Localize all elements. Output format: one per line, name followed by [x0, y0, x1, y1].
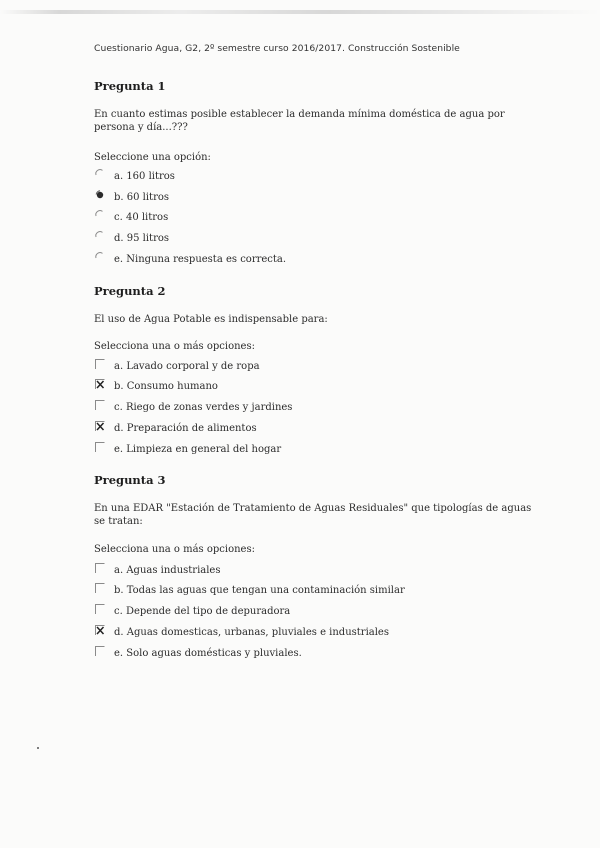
question-1-option-c[interactable]	[94, 212, 534, 228]
radio-button[interactable]	[94, 186, 106, 198]
scan-speck	[37, 747, 39, 749]
radio-button[interactable]	[94, 165, 106, 177]
checkbox-icon	[94, 358, 106, 370]
option-label: e. Solo aguas domésticas y pluviales.	[114, 648, 302, 659]
radio-button[interactable]	[94, 248, 106, 260]
option-label: a. Lavado corporal y de ropa	[114, 361, 260, 372]
checkbox[interactable]	[94, 559, 106, 571]
question-3-option-c[interactable]	[94, 606, 534, 622]
question-2-option-c[interactable]	[94, 402, 534, 418]
radio-icon	[94, 168, 106, 180]
question-3-title: Pregunta 3	[94, 473, 166, 487]
checkbox[interactable]	[94, 417, 106, 429]
question-1-instruction: Seleccione una opción:	[94, 152, 211, 163]
radio-icon	[94, 189, 106, 201]
option-label: b. Consumo humano	[114, 381, 218, 392]
question-2-option-b[interactable]	[94, 381, 534, 397]
question-1-option-b[interactable]	[94, 192, 534, 208]
checkbox[interactable]	[94, 375, 106, 387]
question-3-instruction: Selecciona una o más opciones:	[94, 544, 255, 555]
option-label: d. Aguas domesticas, urbanas, pluviales e industriales	[114, 627, 389, 638]
option-label: c. 40 litros	[114, 212, 169, 223]
checkbox-icon	[94, 645, 106, 657]
option-label: d. Preparación de alimentos	[114, 423, 257, 434]
question-3-option-a[interactable]	[94, 565, 534, 581]
question-3-option-d[interactable]	[94, 627, 534, 643]
question-3-option-b[interactable]	[94, 585, 534, 601]
option-label: a. Aguas industriales	[114, 565, 221, 576]
question-1-title: Pregunta 1	[94, 79, 166, 93]
question-2-option-e[interactable]	[94, 444, 534, 460]
checkbox[interactable]	[94, 600, 106, 612]
option-label: d. 95 litros	[114, 233, 170, 244]
question-2-title: Pregunta 2	[94, 284, 166, 298]
question-2-option-a[interactable]	[94, 361, 534, 377]
checkbox[interactable]	[94, 642, 106, 654]
question-2-instruction: Selecciona una o más opciones:	[94, 341, 255, 352]
checkbox[interactable]	[94, 621, 106, 633]
radio-button[interactable]	[94, 227, 106, 239]
radio-icon	[94, 251, 106, 263]
question-2-text: El uso de Agua Potable es indispensable para:	[94, 314, 328, 325]
checkbox-icon	[94, 420, 106, 432]
question-3-text: En una EDAR "Estación de Tratamiento de Aguas Residuales" que tipologías de aguas se tratan:	[94, 503, 532, 527]
question-1-text: En cuanto estimas posible establecer la demanda mínima doméstica de agua por persona y día...???	[94, 109, 505, 133]
checkbox-icon	[94, 378, 106, 390]
question-1-option-e[interactable]	[94, 254, 534, 270]
radio-icon	[94, 209, 106, 221]
checkbox-icon	[94, 441, 106, 453]
checkbox-icon	[94, 399, 106, 411]
question-3-option-e[interactable]	[94, 648, 534, 664]
document-header: Cuestionario Agua, G2, 2º semestre curso 2016/2017. Construcción Sostenible	[94, 43, 460, 54]
checkbox[interactable]	[94, 355, 106, 367]
question-1-option-a[interactable]	[94, 171, 534, 187]
checkbox-icon	[94, 603, 106, 615]
checkbox[interactable]	[94, 579, 106, 591]
checkbox-icon	[94, 582, 106, 594]
question-1-option-d[interactable]	[94, 233, 534, 249]
question-2-option-d[interactable]	[94, 423, 534, 439]
option-label: c. Riego de zonas verdes y jardines	[114, 402, 293, 413]
option-label: b. 60 litros	[114, 192, 170, 203]
option-label: e. Ninguna respuesta es correcta.	[114, 254, 287, 265]
scan-edge-artifact	[0, 10, 600, 14]
option-label: c. Depende del tipo de depuradora	[114, 606, 291, 617]
checkbox[interactable]	[94, 396, 106, 408]
option-label: a. 160 litros	[114, 171, 175, 182]
radio-button[interactable]	[94, 206, 106, 218]
checkbox-icon	[94, 562, 106, 574]
checkbox[interactable]	[94, 438, 106, 450]
checkbox-icon	[94, 624, 106, 636]
radio-icon	[94, 230, 106, 242]
option-label: b. Todas las aguas que tengan una contaminación similar	[114, 585, 405, 596]
option-label: e. Limpieza en general del hogar	[114, 444, 282, 455]
